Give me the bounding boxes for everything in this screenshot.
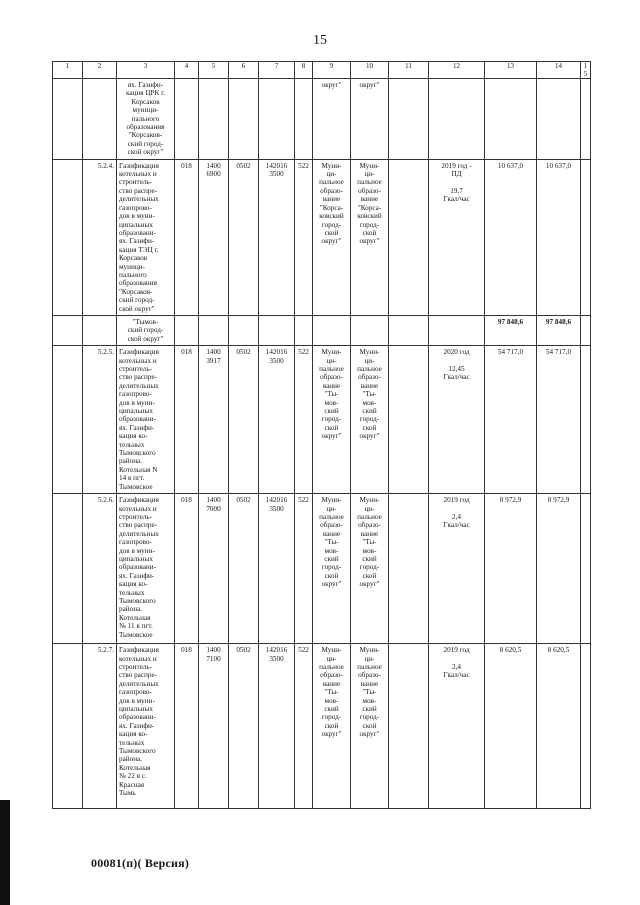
capacity-cell: 2019 год - ПД 19,7 Гкал/час xyxy=(429,159,485,315)
code-cell: 018 xyxy=(175,346,199,494)
program-table xyxy=(52,61,591,809)
amount-cell: 10 637,0 xyxy=(537,159,581,315)
amount-cell: 10 637,0 xyxy=(485,159,537,315)
col-header: 13 xyxy=(485,62,537,79)
row-number: 5.2.7. xyxy=(83,644,117,809)
amount-cell: 8 972,9 xyxy=(485,494,537,644)
amount-cell: 54 717,0 xyxy=(537,346,581,494)
col-header: 15 xyxy=(581,62,591,79)
project-name: Газификация котельных и строитель- ство распре- делительных газопрово- дов в муни- ципальных образовани- ях. Газифи- кация ТЭЦ г. Корсаков муници- пального образования "Корсаков- ский город- ской округ" xyxy=(117,159,175,315)
table-row xyxy=(53,644,591,809)
code-cell: 0502 xyxy=(229,644,259,809)
page-number: 15 xyxy=(313,33,327,48)
subtotal-amount: 97 848,6 xyxy=(537,315,581,345)
code-cell: 0502 xyxy=(229,346,259,494)
row-number: 5.2.4. xyxy=(83,159,117,315)
executor-cell: Муни- ци- пальное образо- вание "Ты- мов- ский город- ской округ" xyxy=(351,644,389,809)
capacity-cell: 2020 год 12,45 Гкал/час xyxy=(429,346,485,494)
code-cell: 142016 3500 xyxy=(259,644,295,809)
capacity-cell: 2019 год 2,4 Гкал/час xyxy=(429,494,485,644)
col-header: 7 xyxy=(259,62,295,79)
customer-cell: округ" xyxy=(313,79,351,160)
project-name: Газификация котельных и строитель- ство распре- делительных газопрово- дов в муни- ципальных образовани- ях. Газифи- кация ко- тельных Тымовского района. Котельная № 11 в пгт. Тымовское xyxy=(117,494,175,644)
executor-cell: Муни- ци- пальное образо- вание "Корса- ковский город- ской округ" xyxy=(351,159,389,315)
subtotal-label: "Тымов- ский город- ской округ" xyxy=(117,315,175,345)
amount-cell: 8 620,5 xyxy=(537,644,581,809)
code-cell: 0502 xyxy=(229,159,259,315)
code-cell: 142016 3500 xyxy=(259,494,295,644)
customer-cell: Муни- ци- пальное образо- вание "Ты- мов- ский город- ской округ" xyxy=(313,494,351,644)
code-cell: 1400 6900 xyxy=(199,159,229,315)
executor-cell: округ" xyxy=(351,79,389,160)
code-cell: 142016 3500 xyxy=(259,346,295,494)
col-header: 5 xyxy=(199,62,229,79)
subtotal-amount: 97 848,6 xyxy=(485,315,537,345)
col-header: 8 xyxy=(295,62,313,79)
scan-edge-mark xyxy=(0,800,10,905)
customer-cell: Муни- ци- пальное образо- вание "Корса- ковский город- ской округ" xyxy=(313,159,351,315)
code-cell: 1400 7100 xyxy=(199,644,229,809)
col-header: 11 xyxy=(389,62,429,79)
code-cell: 1400 3917 xyxy=(199,346,229,494)
customer-cell: Муни- ци- пальное образо- вание "Ты- мов- ский город- ской округ" xyxy=(313,346,351,494)
executor-cell: Муни- ци- пальное образо- вание "Ты- мов- ский город- ской округ" xyxy=(351,494,389,644)
code-cell: 018 xyxy=(175,159,199,315)
col-header: 4 xyxy=(175,62,199,79)
code-cell: 1400 7000 xyxy=(199,494,229,644)
col-header: 1 xyxy=(53,62,83,79)
table-row xyxy=(53,159,591,315)
code-cell: 522 xyxy=(295,159,313,315)
customer-cell: Муни- ци- пальное образо- вание "Ты- мов- ский город- ской округ" xyxy=(313,644,351,809)
col-header: 12 xyxy=(429,62,485,79)
amount-cell: 8 620,5 xyxy=(485,644,537,809)
table-row xyxy=(53,79,591,160)
column-numbers-row xyxy=(53,62,591,79)
document-footer: 00081(п)( Версия) xyxy=(91,856,190,870)
project-name: ях. Газифи- кация ЦРК г. Корсаков муници- пального образования "Корсаков- ский город- ской округ" xyxy=(117,79,175,160)
table-row xyxy=(53,494,591,644)
code-cell: 142016 3500 xyxy=(259,159,295,315)
col-header: 10 xyxy=(351,62,389,79)
code-cell: 522 xyxy=(295,644,313,809)
project-name: Газификация котельных и строитель- ство распре- делительных газопрово- дов в муни- ципальных образовани- ях. Газифи- кация ко- тельных Тымовского района. Котельная N 14 в пгт. Тымовское xyxy=(117,346,175,494)
code-cell: 0502 xyxy=(229,494,259,644)
subtotal-row xyxy=(53,315,591,345)
project-name: Газификация котельных и строитель- ство распре- делительных газопрово- дов в муни- ципальных образовани- ях. Газифи- кация ко- тельных Тымовского района. Котельная № 22 в с. Красная Тымь xyxy=(117,644,175,809)
amount-cell: 54 717,0 xyxy=(485,346,537,494)
row-number: 5.2.5. xyxy=(83,346,117,494)
code-cell: 018 xyxy=(175,644,199,809)
executor-cell: Муни- ци- пальное образо- вание "Ты- мов- ский город- ской округ" xyxy=(351,346,389,494)
col-header: 9 xyxy=(313,62,351,79)
col-header: 2 xyxy=(83,62,117,79)
row-number: 5.2.6. xyxy=(83,494,117,644)
capacity-cell: 2019 год 2,4 Гкал/час xyxy=(429,644,485,809)
col-header: 14 xyxy=(537,62,581,79)
col-header: 3 xyxy=(117,62,175,79)
table-row xyxy=(53,346,591,494)
code-cell: 522 xyxy=(295,346,313,494)
code-cell: 018 xyxy=(175,494,199,644)
col-header: 6 xyxy=(229,62,259,79)
code-cell: 522 xyxy=(295,494,313,644)
amount-cell: 8 972,9 xyxy=(537,494,581,644)
